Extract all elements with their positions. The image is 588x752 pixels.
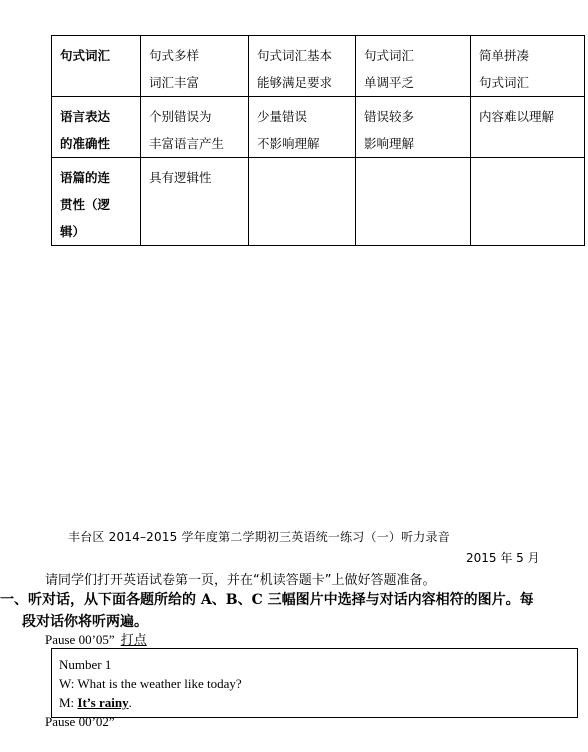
rubric-cell [356, 97, 471, 158]
pause-marker [45, 629, 147, 648]
dialogue-box [51, 648, 578, 718]
rubric-cell [141, 36, 249, 97]
cell-line: 句式多样 [149, 48, 200, 63]
rubric-header-text: 辑） [60, 224, 86, 239]
rubric-cell [471, 97, 585, 158]
dialogue-line-m [59, 693, 577, 712]
pause-marker-2: Pause 00’02” [45, 714, 115, 729]
answer-text: It’s rainy [77, 695, 129, 710]
cell-line: 单调平乏 [364, 75, 415, 90]
rubric-cell [249, 36, 356, 97]
cell-line: 词汇丰富 [149, 75, 200, 90]
cell-line: 能够满足要求 [257, 75, 333, 90]
section-one-heading [0, 589, 588, 633]
rubric-header-text: 语言表达 [60, 109, 111, 124]
dialogue-number: Number 1 [59, 657, 112, 672]
rubric-row-coherence [52, 158, 585, 246]
rubric-cell [356, 36, 471, 97]
cell-line: 简单拼凑 [479, 48, 530, 63]
rubric-row-vocabulary [52, 36, 585, 97]
scoring-rubric-table [51, 35, 585, 246]
cell-line: 内容难以理解 [479, 109, 555, 124]
document-title: 丰台区 2014–2015 学年度第二学期初三英语统一练习（一）听力录音 [68, 530, 450, 544]
pause-text: Pause 00’05” [45, 632, 115, 647]
rubric-cell [141, 97, 249, 158]
rubric-header-text: 语篇的连 [60, 170, 111, 185]
rubric-cell-empty [249, 158, 356, 246]
cell-line: 句式词汇基本 [257, 48, 333, 63]
speaker-label: M: [59, 695, 78, 710]
cell-line: 丰富语言产生 [149, 136, 225, 151]
rubric-header-cell [52, 36, 141, 97]
cell-line: 错误较多 [364, 109, 415, 124]
dialogue-line-w: W: What is the weather like today? [59, 676, 242, 691]
rubric-header-cell [52, 158, 141, 246]
cell-line: 句式词汇 [479, 75, 530, 90]
cell-line: 影响理解 [364, 136, 415, 151]
rubric-cell-empty [356, 158, 471, 246]
cell-line: 具有逻辑性 [149, 170, 212, 185]
rubric-header-cell [52, 97, 141, 158]
rubric-cell [249, 97, 356, 158]
rubric-header-text: 句式词汇 [60, 48, 111, 63]
document-date: 2015 年 5 月 [466, 551, 540, 565]
rubric-header-text: 贯性（逻 [60, 197, 111, 212]
cell-line: 句式词汇 [364, 48, 415, 63]
intro-instruction: 请同学们打开英语试卷第一页，并在“机读答题卡”上做好答题准备。 [45, 573, 436, 588]
rubric-header-text: 的准确性 [60, 136, 111, 151]
rubric-cell [141, 158, 249, 246]
rubric-cell [471, 36, 585, 97]
cell-line: 个别错误为 [149, 109, 212, 124]
section-one-line: 段对话你将听两遍。 [22, 614, 148, 630]
cell-line: 不影响理解 [257, 136, 320, 151]
mark-text: 打点 [120, 632, 147, 647]
rubric-row-accuracy [52, 97, 585, 158]
rubric-cell-empty [471, 158, 585, 246]
period: . [128, 695, 132, 710]
cell-line: 少量错误 [257, 109, 308, 124]
section-one-line: 一、听对话，从下面各题所给的 A、B、C 三幅图片中选择与对话内容相符的图片。每 [0, 592, 534, 608]
